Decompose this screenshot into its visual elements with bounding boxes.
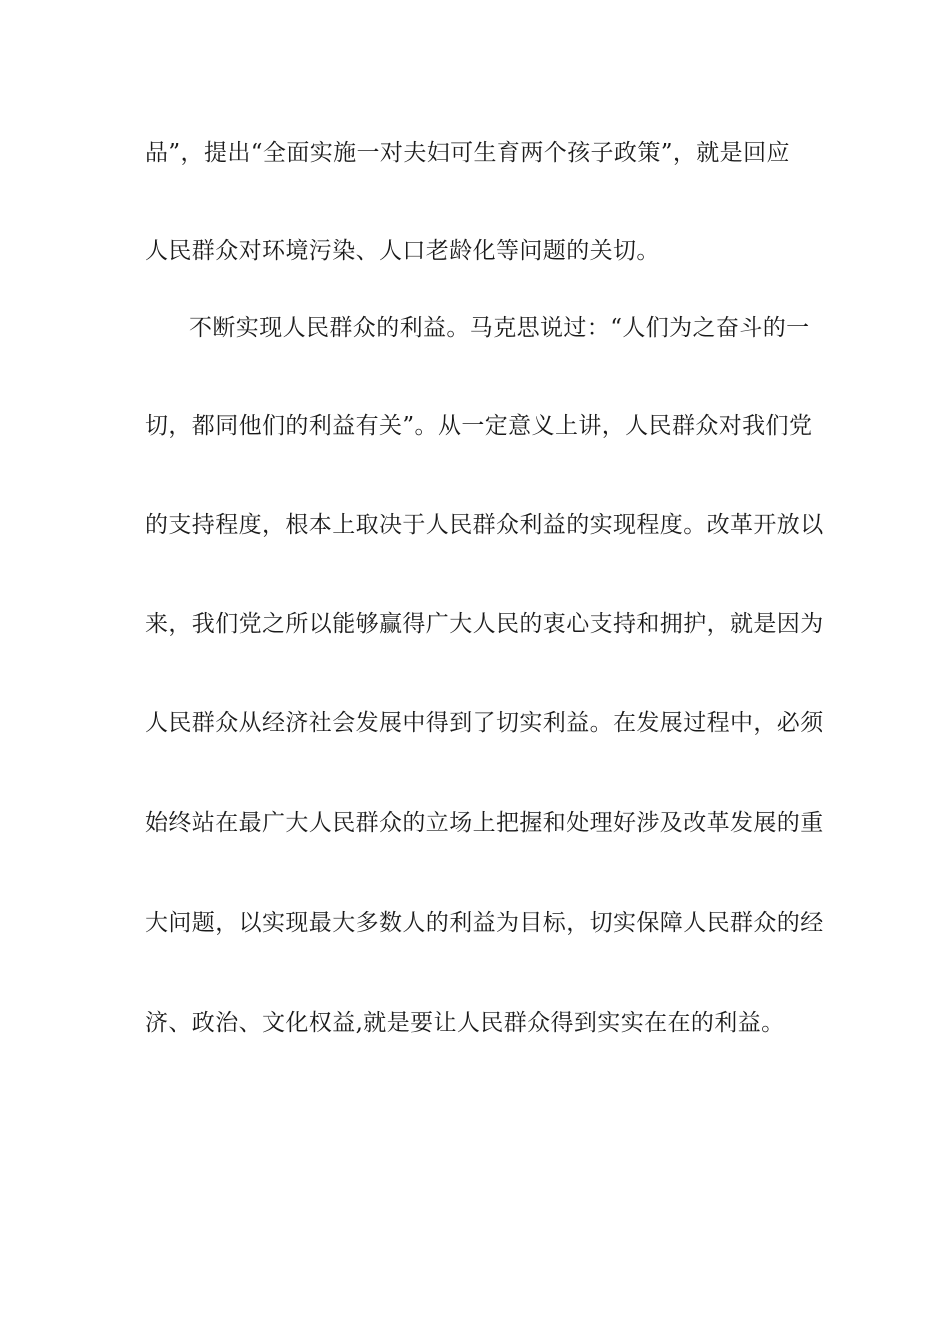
text-line: 大问题，以实现最大多数人的利益为目标，切实保障人民群众的经 <box>145 910 824 936</box>
text-line: 人民群众对环境污染、人口老龄化等问题的关切。 <box>145 238 660 264</box>
text-line: 切，都同他们的利益有关”。从一定意义上讲，人民群众对我们党 <box>145 413 813 439</box>
text-line: 济、政治、文化权益,就是要让人民群众得到实实在在的利益。 <box>145 1010 785 1036</box>
text-line: 品”，提出“全面实施一对夫妇可生育两个孩子政策”，就是回应 <box>145 140 790 166</box>
text-line: 始终站在最广大人民群众的立场上把握和处理好涉及改革发展的重 <box>145 810 824 836</box>
text-line: 不断实现人民群众的利益。马克思说过：“人们为之奋斗的一 <box>189 315 810 341</box>
text-line: 的支持程度，根本上取决于人民群众利益的实现程度。改革开放以 <box>145 512 824 538</box>
text-line: 来，我们党之所以能够赢得广大人民的衷心支持和拥护，就是因为 <box>145 611 824 637</box>
text-line: 人民群众从经济社会发展中得到了切实利益。在发展过程中，必须 <box>145 710 824 736</box>
